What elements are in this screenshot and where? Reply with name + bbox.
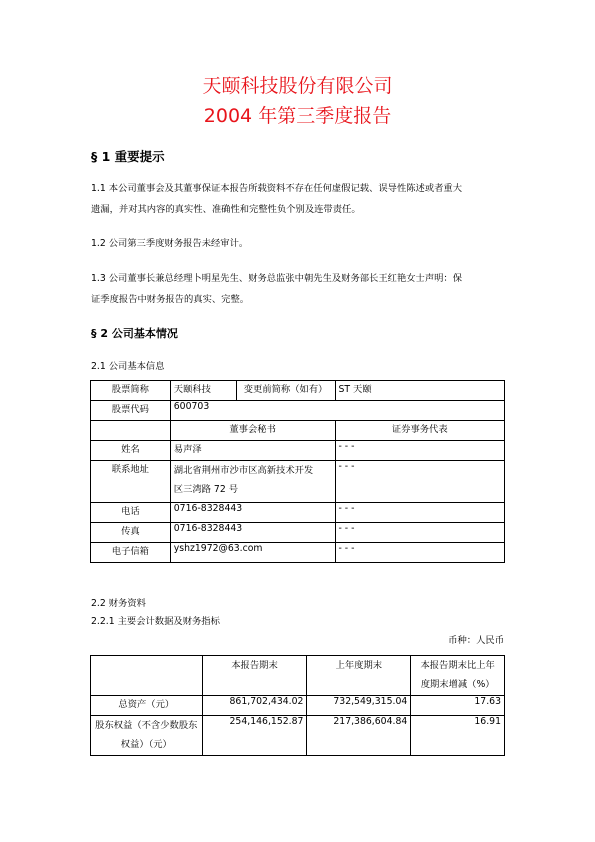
note-1-1-line1: 1.1 本公司董事会及其董事保证本报告所载资料不存在任何虚假记载、误导性陈述或者重大: [91, 183, 463, 194]
table-row: [91, 421, 505, 441]
name-label: 姓名: [91, 441, 171, 461]
address-line1: 湖北省荆州市沙市区高新技术开发: [173, 465, 314, 476]
currency-note: 币种：人民币: [448, 635, 504, 646]
email-value: yshz1972@63.com: [170, 543, 335, 563]
row-equity-label-line2: 权益）（元）: [120, 739, 172, 750]
stock-code-value: 600703: [170, 401, 504, 421]
financial-indicators-table: [90, 655, 505, 756]
prev-name-label: 变更前简称（如有）: [236, 381, 335, 401]
header-change-line2: 度期末增减（%）: [420, 679, 495, 690]
name-rep-value: - - -: [335, 441, 505, 461]
table-row: [91, 696, 505, 716]
address-label: 联系地址: [91, 461, 171, 503]
phone-label: 电话: [91, 503, 171, 523]
stock-code-label: 股票代码: [91, 401, 171, 421]
report-title-period: 2004 年第三季度报告: [203, 105, 392, 127]
fax-value: 0716-8328443: [170, 523, 335, 543]
subsection-2-2: 2.2 财务资料: [91, 598, 146, 609]
section-2-heading: § 2 公司基本情况: [91, 327, 178, 340]
table-row: [91, 503, 505, 523]
section-1-heading: § 1 重要提示: [91, 149, 165, 164]
email-rep-value: - - -: [335, 543, 505, 563]
header-current-period: 本报告期末: [202, 656, 307, 696]
row-total-assets-previous: 732,549,315.04: [307, 696, 411, 716]
row-total-assets-current: 861,702,434.02: [202, 696, 307, 716]
note-1-2: 1.2 公司第三季度财务报告未经审计。: [91, 238, 249, 249]
name-value: 易声泽: [170, 441, 335, 461]
header-change-line1: 本报告期末比上年: [420, 660, 495, 671]
fax-rep-value: - - -: [335, 523, 505, 543]
fax-label: 传真: [91, 523, 171, 543]
prev-name-value: ST 天颐: [335, 381, 505, 401]
stock-name-label: 股票简称: [91, 381, 171, 401]
address-rep-value: - - -: [335, 461, 505, 503]
report-title-company: 天颐科技股份有限公司: [202, 75, 393, 97]
table-row: [91, 656, 505, 696]
table-row: [91, 461, 505, 503]
row-equity-label-line1: 股东权益（不含少数股东: [95, 720, 198, 731]
company-info-table: [90, 380, 505, 563]
table-row: [91, 543, 505, 563]
row-total-assets-label: 总资产（元）: [91, 696, 203, 716]
table-row: [91, 441, 505, 461]
row-equity-change: 16.91: [411, 716, 505, 756]
table-row: [91, 401, 505, 421]
table-row: [91, 523, 505, 543]
note-1-1-line2: 遗漏，并对其内容的真实性、准确性和完整性负个别及连带责任。: [91, 204, 361, 215]
table-row: [91, 716, 505, 756]
address-line2: 区三湾路 72 号: [173, 484, 238, 495]
row-total-assets-change: 17.63: [411, 696, 505, 716]
subsection-2-1: 2.1 公司基本信息: [91, 361, 165, 372]
note-1-3-line1: 1.3 公司董事长兼总经理卜明星先生、财务总监张中朝先生及财务部长王红艳女士声明：保: [91, 273, 463, 284]
row-equity-current: 254,146,152.87: [202, 716, 307, 756]
row-equity-previous: 217,386,604.84: [307, 716, 411, 756]
stock-name-value: 天颐科技: [170, 381, 236, 401]
table-row: [91, 381, 505, 401]
phone-rep-value: - - -: [335, 503, 505, 523]
subsection-2-2-1: 2.2.1 主要会计数据及财务指标: [91, 616, 220, 627]
email-label: 电子信箱: [91, 543, 171, 563]
header-previous-year: 上年度期末: [307, 656, 411, 696]
phone-value: 0716-8328443: [170, 503, 335, 523]
note-1-3-line2: 证季度报告中财务报告的真实、完整。: [91, 294, 250, 305]
secretary-header: 董事会秘书: [170, 421, 335, 441]
rep-header: 证券事务代表: [335, 421, 505, 441]
